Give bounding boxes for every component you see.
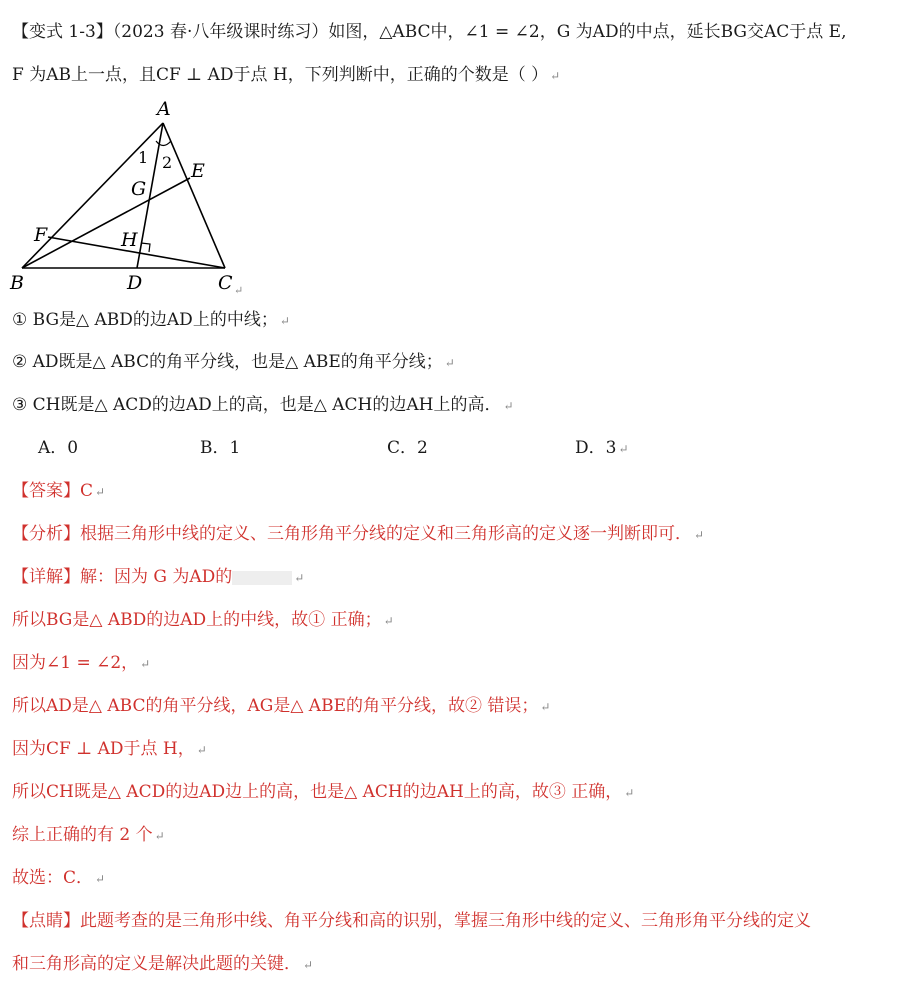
question-source: （2023 春·八年级课时练习）: [112, 22, 329, 42]
detail-line-3: 所以AD是△ ABC的角平分线，AG是△ ABE的角平分线，故② 错误； ↵: [12, 696, 551, 716]
comment-line-2: 和三角形高的定义是解决此题的关键． ↵: [12, 954, 314, 974]
detail-line-2: 因为∠1 = ∠2， ↵: [12, 653, 151, 673]
detail-text-6: 综上正确的有 2 个: [12, 825, 153, 845]
detail-tag: 【详解】: [12, 567, 80, 587]
svg-text:↵: ↵: [234, 284, 244, 295]
statement-3-text: ③ CH既是△ ACD的边AD上的高，也是△ ACH的边AH上的高．: [12, 395, 502, 415]
detail-start: 解：因为 G 为AD的: [80, 567, 233, 587]
segment-be: [22, 178, 190, 268]
statement-2: ② AD既是△ ABC的角平分线，也是△ ABE的角平分线； ↵: [12, 352, 455, 372]
detail-line-5: 所以CH既是△ ACD的边AD边上的高，也是△ ACH的边AH上的高，故③ 正确， ↵: [12, 782, 635, 802]
statement-3: ③ CH既是△ ACD的边AD上的高，也是△ ACH的边AH上的高． ↵: [12, 395, 514, 415]
label-h: H: [121, 229, 138, 251]
label-f: F: [34, 224, 48, 246]
detail-text-7: 故选：C．: [12, 868, 94, 888]
comment-text-2: 和三角形高的定义是解决此题的关键．: [12, 954, 301, 974]
comment-line-1: [12, 909, 811, 933]
question-stem-1: 如图，△ABC中，∠1 = ∠2，G 为AD的中点，延长BG交AC于点 E,: [328, 22, 847, 42]
question-line-1: [12, 20, 846, 44]
comment-tag: 【点睛】: [12, 911, 80, 931]
detail-text-5: 所以CH既是△ ACD的边AD边上的高，也是△ ACH的边AH上的高，故③ 正确，: [12, 782, 623, 802]
question-tag: 【变式 1-3】: [12, 22, 113, 42]
detail-text-1: 所以BG是△ ABD的边AD上的中线，故① 正确；: [12, 610, 382, 630]
option-a: A．0: [38, 438, 79, 458]
label-angle-1: 1: [138, 148, 149, 167]
right-angle-mark: [141, 243, 150, 252]
statement-1: ① BG是△ ABD的边AD上的中线； ↵: [12, 310, 290, 330]
label-g: G: [131, 178, 147, 200]
analysis-line: 【分析】根据三角形中线的定义、三角形角平分线的定义和三角形高的定义逐一判断即可． ↵: [12, 524, 705, 544]
option-d: D．3 ↵: [575, 438, 629, 458]
angle-arc: [156, 141, 171, 146]
detail-line-7: 故选：C． ↵: [12, 868, 106, 888]
label-c: C: [218, 272, 233, 294]
statement-1-text: ① BG是△ ABD的边AD上的中线；: [12, 310, 278, 330]
option-d-text: D．3: [575, 438, 617, 458]
triangle-figure: [0, 95, 260, 299]
label-b: B: [10, 272, 24, 294]
detail-line-start: 【详解】解：因为 G 为AD的 ↵: [12, 567, 305, 587]
question-line-2: F 为AB上一点，且CF ⊥ AD于点 H，下列判断中，正确的个数是（ ） ↵: [12, 65, 561, 85]
detail-line-1: 所以BG是△ ABD的边AD上的中线，故① 正确； ↵: [12, 610, 394, 630]
detail-text-2: 因为∠1 = ∠2，: [12, 653, 139, 673]
option-b: B．1: [200, 438, 241, 458]
label-e: E: [191, 160, 205, 182]
answer-tag: 【答案】: [12, 481, 80, 501]
label-angle-2: 2: [162, 153, 173, 172]
option-c: C．2: [387, 438, 428, 458]
side-ac: [163, 123, 225, 268]
analysis-tag: 【分析】: [12, 524, 80, 544]
analysis-text: 根据三角形中线的定义、三角形角平分线的定义和三角形高的定义逐一判断即可．: [80, 524, 692, 544]
question-stem-2: F 为AB上一点，且CF ⊥ AD于点 H，下列判断中，正确的个数是（ ）: [12, 65, 549, 85]
answer-line: 【答案】C ↵: [12, 481, 106, 501]
triangle-diagram: [0, 95, 260, 295]
label-a: A: [157, 98, 171, 120]
statement-2-text: ② AD既是△ ABC的角平分线，也是△ ABE的角平分线；: [12, 352, 443, 372]
answer-value: C: [80, 481, 94, 501]
detail-text-3: 所以AD是△ ABC的角平分线，AG是△ ABE的角平分线，故② 错误；: [12, 696, 539, 716]
obscured-region: [232, 571, 292, 585]
detail-line-6: 综上正确的有 2 个 ↵: [12, 825, 165, 845]
label-d: D: [127, 272, 143, 294]
detail-text-4: 因为CF ⊥ AD于点 H，: [12, 739, 195, 759]
comment-text-1: 此题考查的是三角形中线、角平分线和高的识别，掌握三角形中线的定义、三角形角平分线的定义: [80, 911, 811, 931]
detail-line-4: 因为CF ⊥ AD于点 H， ↵: [12, 739, 207, 759]
